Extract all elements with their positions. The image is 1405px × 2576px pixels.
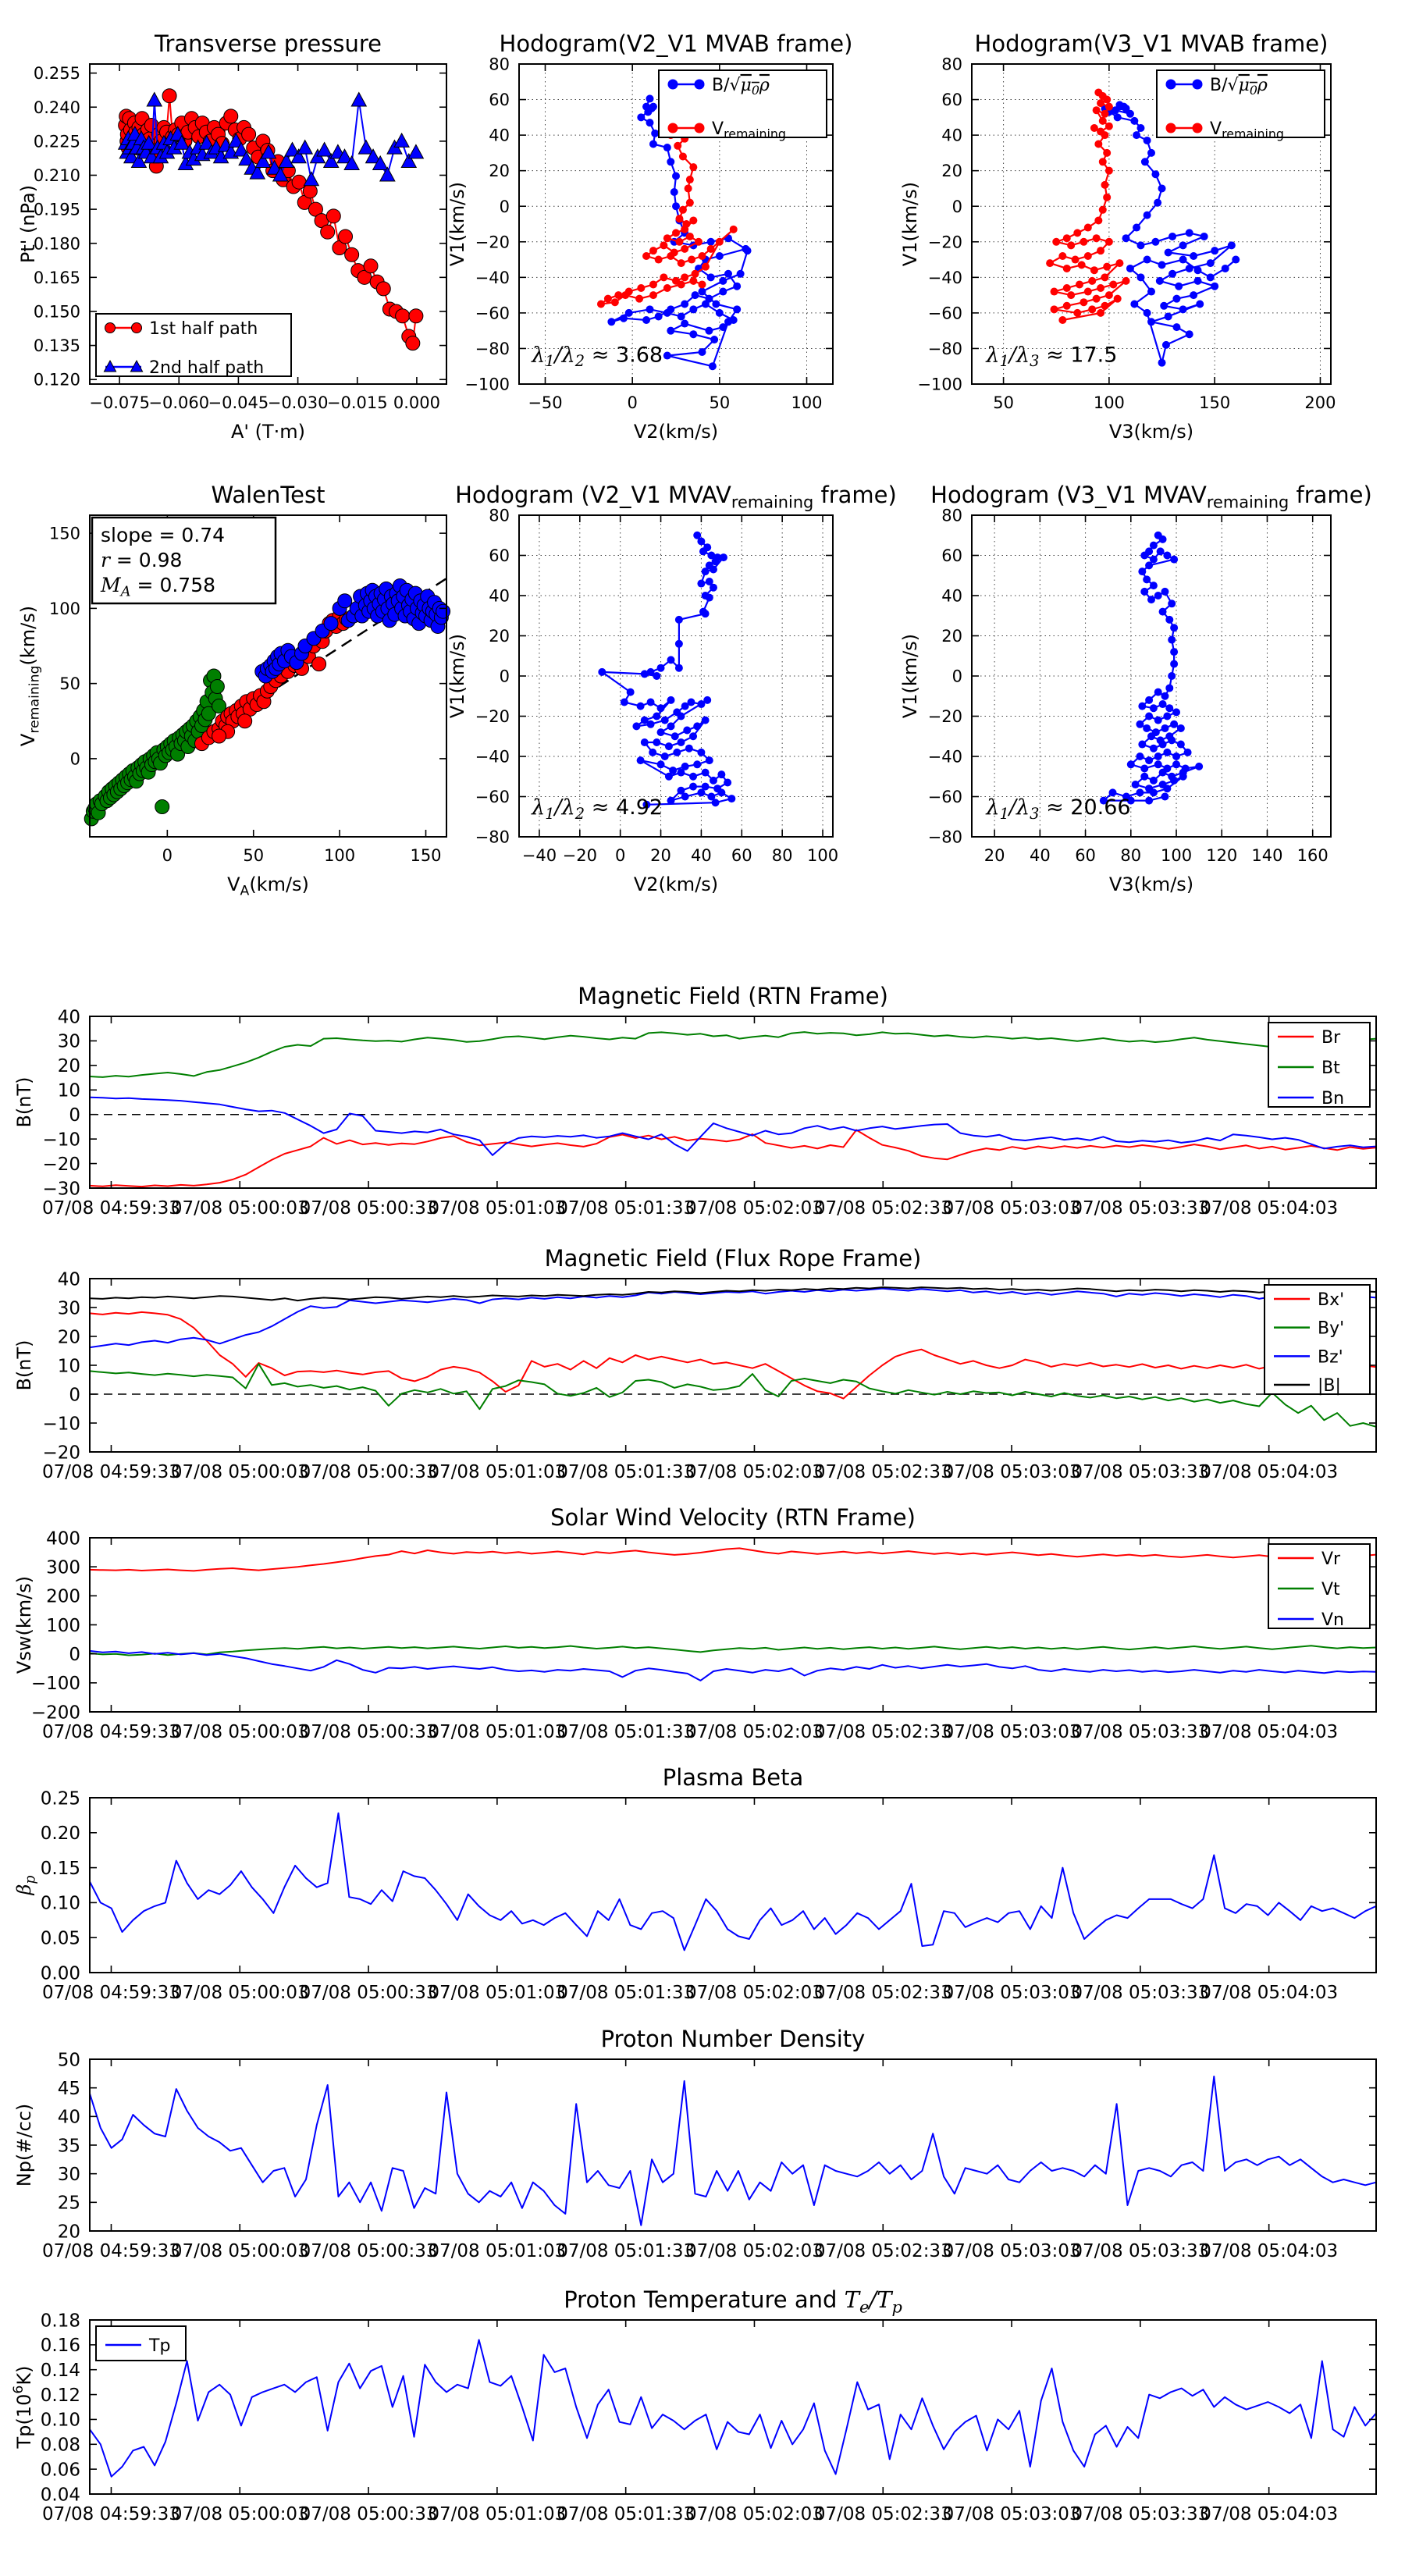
svg-text:07/08 05:01:03: 07/08 05:01:03	[428, 1462, 567, 1482]
svg-text:Tp(106K): $Tp(10^6K)$	[10, 2365, 35, 2449]
svg-text:Vremaining: $V_{remaining}$	[712, 119, 786, 141]
svg-text:−30: −30	[42, 1179, 80, 1200]
svg-text:Magnetic Field (RTN Frame): Magnetic Field (RTN Frame)	[578, 983, 888, 1009]
svg-text:A' (T·m): A' (T·m)	[230, 421, 306, 443]
svg-text:−10: −10	[42, 1130, 80, 1151]
svg-text:λ1/λ2 ≈ 4.92: $\lambda_1/\lambda_2 \approx 4.92$	[532, 795, 663, 824]
svg-text:07/08 05:00:03: 07/08 05:00:03	[170, 1462, 309, 1482]
svg-text:07/08 05:00:03: 07/08 05:00:03	[170, 1198, 309, 1219]
svg-text:07/08 05:00:03: 07/08 05:00:03	[170, 2504, 309, 2524]
svg-text:0: 0	[69, 749, 80, 769]
svg-text:−20: −20	[475, 233, 510, 252]
svg-text:07/08 05:02:33: 07/08 05:02:33	[813, 1462, 952, 1482]
svg-text:0.14: 0.14	[40, 2360, 80, 2381]
svg-text:0.195: 0.195	[33, 200, 80, 219]
svg-text:Vn: Vn	[1321, 1610, 1344, 1630]
svg-text:60: 60	[941, 91, 962, 110]
svg-text:0.165: 0.165	[33, 268, 80, 287]
svg-text:Vsw(km/s): Vsw(km/s)	[13, 1575, 35, 1674]
svg-text:100: 100	[46, 1615, 80, 1636]
svg-text:07/08 05:04:03: 07/08 05:04:03	[1200, 1983, 1339, 2003]
svg-text:B(nT): B(nT)	[13, 1076, 35, 1128]
svg-text:−0.060: −0.060	[148, 393, 210, 412]
svg-text:07/08 05:01:33: 07/08 05:01:33	[557, 1198, 695, 1219]
svg-text:400: 400	[46, 1528, 80, 1550]
svg-text:−60: −60	[927, 788, 962, 807]
svg-text:−80: −80	[927, 827, 962, 847]
svg-text:−80: −80	[475, 827, 510, 847]
svg-text:07/08 05:01:03: 07/08 05:01:03	[428, 2241, 567, 2261]
svg-text:−20: −20	[927, 233, 962, 252]
svg-text:0.10: 0.10	[40, 1893, 80, 1914]
svg-text:−60: −60	[927, 304, 962, 323]
svg-text:0.15: 0.15	[40, 1858, 80, 1879]
svg-text:−20: −20	[42, 1443, 80, 1464]
svg-text:−80: −80	[927, 340, 962, 359]
svg-text:07/08 05:02:03: 07/08 05:02:03	[685, 1722, 823, 1742]
svg-text:−40: −40	[475, 747, 510, 767]
svg-text:Proton Number Density: Proton Number Density	[600, 2026, 866, 2052]
svg-text:−20: −20	[562, 846, 597, 865]
svg-text:07/08 05:04:03: 07/08 05:04:03	[1200, 1198, 1339, 1219]
svg-text:−0.030: −0.030	[267, 393, 329, 412]
svg-text:−20: −20	[927, 707, 962, 727]
svg-text:Plasma Beta: Plasma Beta	[662, 1764, 804, 1791]
svg-text:By': By'	[1318, 1318, 1345, 1339]
svg-text:0: 0	[499, 667, 510, 686]
svg-text:07/08 05:03:33: 07/08 05:03:33	[1071, 2504, 1210, 2524]
svg-text:30: 30	[57, 2164, 80, 2185]
svg-text:160: 160	[1297, 846, 1329, 865]
svg-text:40: 40	[941, 126, 962, 145]
svg-text:−200: −200	[30, 1703, 80, 1724]
svg-text:07/08 05:00:33: 07/08 05:00:33	[299, 2241, 438, 2261]
svg-text:−20: −20	[475, 707, 510, 727]
svg-text:0.120: 0.120	[33, 370, 80, 390]
svg-text:20: 20	[57, 1327, 80, 1348]
proton-temperature-panel	[10, 2286, 1403, 2529]
svg-text:MA = 0.758: $M_A = 0.758$	[101, 574, 216, 600]
svg-text:60: 60	[1075, 846, 1096, 865]
svg-text:07/08 05:01:33: 07/08 05:01:33	[557, 1722, 695, 1742]
svg-text:07/08 04:59:33: 07/08 04:59:33	[42, 1722, 180, 1742]
svg-text:−40: −40	[927, 747, 962, 767]
svg-text:0.255: 0.255	[33, 64, 80, 84]
svg-text:07/08 05:02:33: 07/08 05:02:33	[813, 1198, 952, 1219]
svg-text:V1(km/s): V1(km/s)	[446, 181, 468, 267]
svg-text:200: 200	[1304, 393, 1336, 412]
svg-text:50: 50	[57, 2050, 80, 2071]
svg-text:B/√μ0ρ: $B/√\mu_0\rho$	[1210, 75, 1268, 98]
svg-text:07/08 05:00:03: 07/08 05:00:03	[170, 1722, 309, 1742]
svg-text:0.180: 0.180	[33, 234, 80, 254]
svg-text:0.06: 0.06	[40, 2460, 80, 2481]
svg-text:100: 100	[791, 393, 823, 412]
svg-text:Transverse pressure: Transverse pressure	[155, 30, 382, 57]
svg-text:0.135: 0.135	[33, 336, 80, 356]
svg-text:−100: −100	[917, 375, 962, 394]
svg-text:07/08 05:01:33: 07/08 05:01:33	[557, 2241, 695, 2261]
svg-text:07/08 05:03:03: 07/08 05:03:03	[942, 2504, 1081, 2524]
svg-text:−0.045: −0.045	[208, 393, 269, 412]
svg-text:07/08 05:00:03: 07/08 05:00:03	[170, 1983, 309, 2003]
svg-text:50: 50	[993, 393, 1014, 412]
svg-text:0.150: 0.150	[33, 302, 80, 322]
svg-text:20: 20	[489, 627, 510, 646]
svg-text:20: 20	[941, 162, 962, 181]
svg-text:07/08 05:02:03: 07/08 05:02:03	[685, 1983, 823, 2003]
svg-text:100: 100	[806, 846, 839, 865]
svg-text:Bz': Bz'	[1318, 1347, 1343, 1368]
svg-text:07/08 05:01:03: 07/08 05:01:03	[428, 1722, 567, 1742]
svg-text:Br: Br	[1321, 1027, 1341, 1048]
svg-text:WalenTest: WalenTest	[211, 482, 325, 508]
svg-text:0: 0	[499, 197, 510, 216]
svg-text:150: 150	[410, 846, 442, 865]
svg-text:10: 10	[57, 1356, 80, 1377]
svg-text:λ1/λ3 ≈ 20.66: $\lambda_1/\lambda_3 \approx 20.66$	[986, 795, 1131, 824]
svg-text:07/08 05:03:03: 07/08 05:03:03	[942, 1198, 1081, 1219]
svg-text:07/08 05:02:33: 07/08 05:02:33	[813, 1983, 952, 2003]
svg-text:|B|: |B|	[1318, 1375, 1341, 1396]
svg-text:60: 60	[489, 91, 510, 110]
svg-text:r = 0.98: r = 0.98	[101, 549, 183, 571]
svg-text:07/08 05:02:03: 07/08 05:02:03	[685, 2504, 823, 2524]
svg-text:07/08 05:04:03: 07/08 05:04:03	[1200, 2241, 1339, 2261]
svg-text:V2(km/s): V2(km/s)	[633, 873, 719, 895]
svg-text:07/08 05:01:03: 07/08 05:01:03	[428, 2504, 567, 2524]
svg-text:−0.075: −0.075	[89, 393, 150, 412]
svg-text:0.20: 0.20	[40, 1823, 80, 1845]
svg-text:40: 40	[489, 586, 510, 606]
svg-text:80: 80	[771, 846, 793, 865]
svg-text:50: 50	[59, 674, 80, 694]
magnetic-field-rtn-panel	[12, 985, 1403, 1223]
svg-text:λ1/λ2 ≈ 3.68: $\lambda_1/\lambda_2 \approx 3.68$	[532, 343, 663, 371]
svg-text:V1(km/s): V1(km/s)	[899, 181, 921, 267]
svg-text:40: 40	[691, 846, 712, 865]
svg-text:0.25: 0.25	[40, 1788, 80, 1809]
svg-text:0.08: 0.08	[40, 2435, 80, 2456]
svg-text:120: 120	[1206, 846, 1238, 865]
svg-text:Hodogram(V2_V1 MVAB frame): Hodogram(V2_V1 MVAB frame)	[499, 30, 853, 57]
svg-text:Bx': Bx'	[1318, 1290, 1345, 1310]
svg-text:V2(km/s): V2(km/s)	[633, 421, 719, 443]
svg-text:300: 300	[46, 1557, 80, 1578]
proton-number-density-panel	[12, 2028, 1403, 2266]
svg-text:07/08 05:03:33: 07/08 05:03:33	[1071, 1462, 1210, 1482]
svg-text:07/08 04:59:33: 07/08 04:59:33	[42, 1983, 180, 2003]
svg-text:07/08 05:00:33: 07/08 05:00:33	[299, 1983, 438, 2003]
svg-text:λ1/λ3 ≈ 17.5: $\lambda_1/\lambda_3 \approx 17.5$	[986, 343, 1118, 371]
svg-text:V3(km/s): V3(km/s)	[1108, 421, 1194, 443]
svg-text:40: 40	[57, 1007, 80, 1028]
svg-text:07/08 05:00:33: 07/08 05:00:33	[299, 1462, 438, 1482]
svg-text:Bt: Bt	[1321, 1058, 1340, 1078]
svg-text:0: 0	[614, 846, 626, 865]
hodogram-v2v1-mvab-plot	[445, 25, 853, 450]
svg-text:80: 80	[489, 55, 510, 74]
svg-text:80: 80	[941, 506, 962, 525]
svg-text:35: 35	[57, 2136, 80, 2157]
svg-text:V1(km/s): V1(km/s)	[446, 633, 468, 719]
svg-text:100: 100	[1160, 846, 1193, 865]
svg-text:20: 20	[984, 846, 1005, 865]
svg-text:60: 60	[731, 846, 752, 865]
svg-text:07/08 05:01:33: 07/08 05:01:33	[557, 1462, 695, 1482]
svg-text:07/08 05:01:33: 07/08 05:01:33	[557, 1983, 695, 2003]
svg-text:60: 60	[941, 546, 962, 566]
svg-text:0: 0	[951, 197, 962, 216]
svg-text:0: 0	[951, 667, 962, 686]
svg-text:−60: −60	[475, 788, 510, 807]
svg-text:07/08 05:03:03: 07/08 05:03:03	[942, 2241, 1081, 2261]
hodogram-v3v1-mvab-plot	[898, 25, 1346, 450]
svg-text:−60: −60	[475, 304, 510, 323]
svg-text:07/08 05:03:03: 07/08 05:03:03	[942, 1983, 1081, 2003]
svg-text:Hodogram (V2_V1 MVAVremaining: Hodogram (V2_V1 $MVAV_{remaining}$ frame)	[455, 482, 897, 512]
svg-text:07/08 05:04:03: 07/08 05:04:03	[1200, 1462, 1339, 1482]
svg-text:0.12: 0.12	[40, 2385, 80, 2406]
svg-text:0.18: 0.18	[40, 2311, 80, 2332]
svg-text:Hodogram (V3_V1 MVAVremaining: Hodogram (V3_V1 $MVAV_{remaining}$ frame)	[930, 482, 1372, 512]
svg-text:07/08 05:03:33: 07/08 05:03:33	[1071, 1198, 1210, 1219]
svg-text:30: 30	[57, 1298, 80, 1319]
svg-text:07/08 05:04:03: 07/08 05:04:03	[1200, 2504, 1339, 2524]
svg-text:slope = 0.74: slope = 0.74	[101, 524, 226, 546]
svg-text:Tp: Tp	[149, 2336, 171, 2356]
svg-text:0.00: 0.00	[40, 1963, 80, 1984]
svg-text:Vr: Vr	[1321, 1549, 1341, 1569]
svg-text:0.225: 0.225	[33, 132, 80, 151]
svg-text:βp: $\beta_p$	[13, 1875, 39, 1895]
svg-text:−100: −100	[464, 375, 510, 394]
svg-text:0: 0	[69, 1385, 80, 1406]
svg-text:V1(km/s): V1(km/s)	[899, 633, 921, 719]
svg-text:07/08 05:02:03: 07/08 05:02:03	[685, 1198, 823, 1219]
svg-text:40: 40	[57, 2107, 80, 2128]
svg-text:0.210: 0.210	[33, 166, 80, 186]
svg-text:Vremaining(km/s): $V_{remaining}(km/s)$	[17, 605, 43, 747]
svg-text:Proton Temperature and Te/Tp: Proton Temperature and $T_e/T_p$	[564, 2286, 902, 2317]
svg-text:0.04: 0.04	[40, 2485, 80, 2506]
svg-text:80: 80	[489, 506, 510, 525]
svg-text:20: 20	[57, 2222, 80, 2243]
svg-text:0: 0	[69, 1644, 80, 1665]
svg-text:07/08 05:02:03: 07/08 05:02:03	[685, 1462, 823, 1482]
svg-text:07/08 04:59:33: 07/08 04:59:33	[42, 1198, 180, 1219]
svg-text:−0.015: −0.015	[326, 393, 388, 412]
svg-text:−50: −50	[528, 393, 563, 412]
svg-text:100: 100	[48, 599, 80, 618]
svg-text:50: 50	[709, 393, 731, 412]
svg-text:07/08 04:59:33: 07/08 04:59:33	[42, 2241, 180, 2261]
svg-text:−10: −10	[42, 1414, 80, 1435]
transverse-pressure-plot	[16, 25, 462, 450]
svg-text:−40: −40	[475, 268, 510, 287]
magnetic-field-fluxrope-panel	[12, 1247, 1403, 1487]
svg-text:07/08 05:00:33: 07/08 05:00:33	[299, 1722, 438, 1742]
hodogram-v2v1-mvav-plot	[445, 476, 897, 903]
svg-text:07/08 05:01:03: 07/08 05:01:03	[428, 1198, 567, 1219]
svg-text:0.000: 0.000	[393, 393, 440, 412]
svg-text:0.16: 0.16	[40, 2336, 80, 2357]
svg-text:B(nT): B(nT)	[13, 1340, 35, 1391]
svg-text:07/08 04:59:33: 07/08 04:59:33	[42, 2504, 180, 2524]
svg-text:Pt' (nPa): Pt' (nPa)	[17, 184, 39, 264]
svg-text:B/√μ0ρ: $B/√\mu_0\rho$	[712, 75, 770, 98]
svg-text:0.240: 0.240	[33, 98, 80, 117]
svg-text:40: 40	[57, 1269, 80, 1290]
svg-text:50: 50	[243, 846, 265, 865]
svg-text:07/08 05:03:03: 07/08 05:03:03	[942, 1722, 1081, 1742]
svg-text:07/08 04:59:33: 07/08 04:59:33	[42, 1462, 180, 1482]
svg-text:−40: −40	[521, 846, 557, 865]
svg-text:−80: −80	[475, 340, 510, 359]
svg-text:150: 150	[48, 524, 80, 543]
svg-text:0: 0	[162, 846, 173, 865]
svg-text:−20: −20	[42, 1154, 80, 1175]
svg-text:25: 25	[57, 2193, 80, 2214]
svg-text:07/08 05:02:33: 07/08 05:02:33	[813, 2504, 952, 2524]
svg-text:07/08 05:00:33: 07/08 05:00:33	[299, 1198, 438, 1219]
svg-text:100: 100	[1093, 393, 1125, 412]
svg-text:80: 80	[941, 55, 962, 74]
svg-text:Magnetic Field (Flux Rope Fram: Magnetic Field (Flux Rope Frame)	[544, 1245, 922, 1272]
svg-text:07/08 05:02:33: 07/08 05:02:33	[813, 2241, 952, 2261]
svg-text:07/08 05:03:33: 07/08 05:03:33	[1071, 1983, 1210, 2003]
svg-text:60: 60	[489, 546, 510, 566]
svg-text:40: 40	[489, 126, 510, 145]
hodogram-v3v1-mvav-plot	[898, 476, 1372, 903]
svg-text:07/08 05:03:03: 07/08 05:03:03	[942, 1462, 1081, 1482]
svg-text:10: 10	[57, 1080, 80, 1101]
svg-text:07/08 05:01:03: 07/08 05:01:03	[428, 1983, 567, 2003]
svg-text:140: 140	[1251, 846, 1283, 865]
svg-text:0.10: 0.10	[40, 2410, 80, 2431]
svg-text:150: 150	[1199, 393, 1231, 412]
svg-text:20: 20	[941, 627, 962, 646]
svg-text:20: 20	[57, 1056, 80, 1077]
svg-text:0.05: 0.05	[40, 1928, 80, 1949]
svg-text:07/08 05:02:03: 07/08 05:02:03	[685, 2241, 823, 2261]
svg-text:20: 20	[489, 162, 510, 181]
svg-text:07/08 05:03:33: 07/08 05:03:33	[1071, 2241, 1210, 2261]
svg-text:2nd half path: 2nd half path	[149, 358, 265, 378]
svg-text:Bn: Bn	[1321, 1088, 1345, 1108]
svg-text:−40: −40	[927, 268, 962, 287]
svg-text:−100: −100	[30, 1674, 80, 1695]
walen-test-plot	[16, 476, 462, 903]
svg-text:VA(km/s): $V_A(km/s)$	[227, 873, 309, 899]
svg-text:40: 40	[1029, 846, 1051, 865]
plasma-beta-panel	[12, 1764, 1403, 2008]
svg-text:V3(km/s): V3(km/s)	[1108, 873, 1194, 895]
svg-text:100: 100	[324, 846, 356, 865]
solar-wind-velocity-panel	[12, 1504, 1403, 1747]
svg-text:20: 20	[650, 846, 671, 865]
svg-text:07/08 05:02:33: 07/08 05:02:33	[813, 1722, 952, 1742]
svg-text:07/08 05:00:03: 07/08 05:00:03	[170, 2241, 309, 2261]
svg-text:1st half path: 1st half path	[149, 318, 258, 339]
svg-text:40: 40	[941, 586, 962, 606]
svg-text:30: 30	[57, 1031, 80, 1052]
svg-text:Vremaining: $V_{remaining}$	[1210, 119, 1284, 141]
svg-text:07/08 05:03:33: 07/08 05:03:33	[1071, 1722, 1210, 1742]
svg-text:0: 0	[627, 393, 638, 412]
svg-text:0: 0	[69, 1105, 80, 1126]
svg-text:Hodogram(V3_V1 MVAB frame): Hodogram(V3_V1 MVAB frame)	[974, 30, 1329, 57]
svg-text:07/08 05:01:33: 07/08 05:01:33	[557, 2504, 695, 2524]
svg-text:200: 200	[46, 1586, 80, 1607]
svg-text:45: 45	[57, 2078, 80, 2099]
svg-text:80: 80	[1120, 846, 1142, 865]
svg-text:07/08 05:04:03: 07/08 05:04:03	[1200, 1722, 1339, 1742]
svg-text:Solar Wind Velocity (RTN Frame: Solar Wind Velocity (RTN Frame)	[550, 1504, 916, 1531]
svg-text:07/08 05:00:33: 07/08 05:00:33	[299, 2504, 438, 2524]
svg-text:Np(#/cc): Np(#/cc)	[13, 2103, 35, 2187]
svg-text:Vt: Vt	[1321, 1579, 1340, 1599]
